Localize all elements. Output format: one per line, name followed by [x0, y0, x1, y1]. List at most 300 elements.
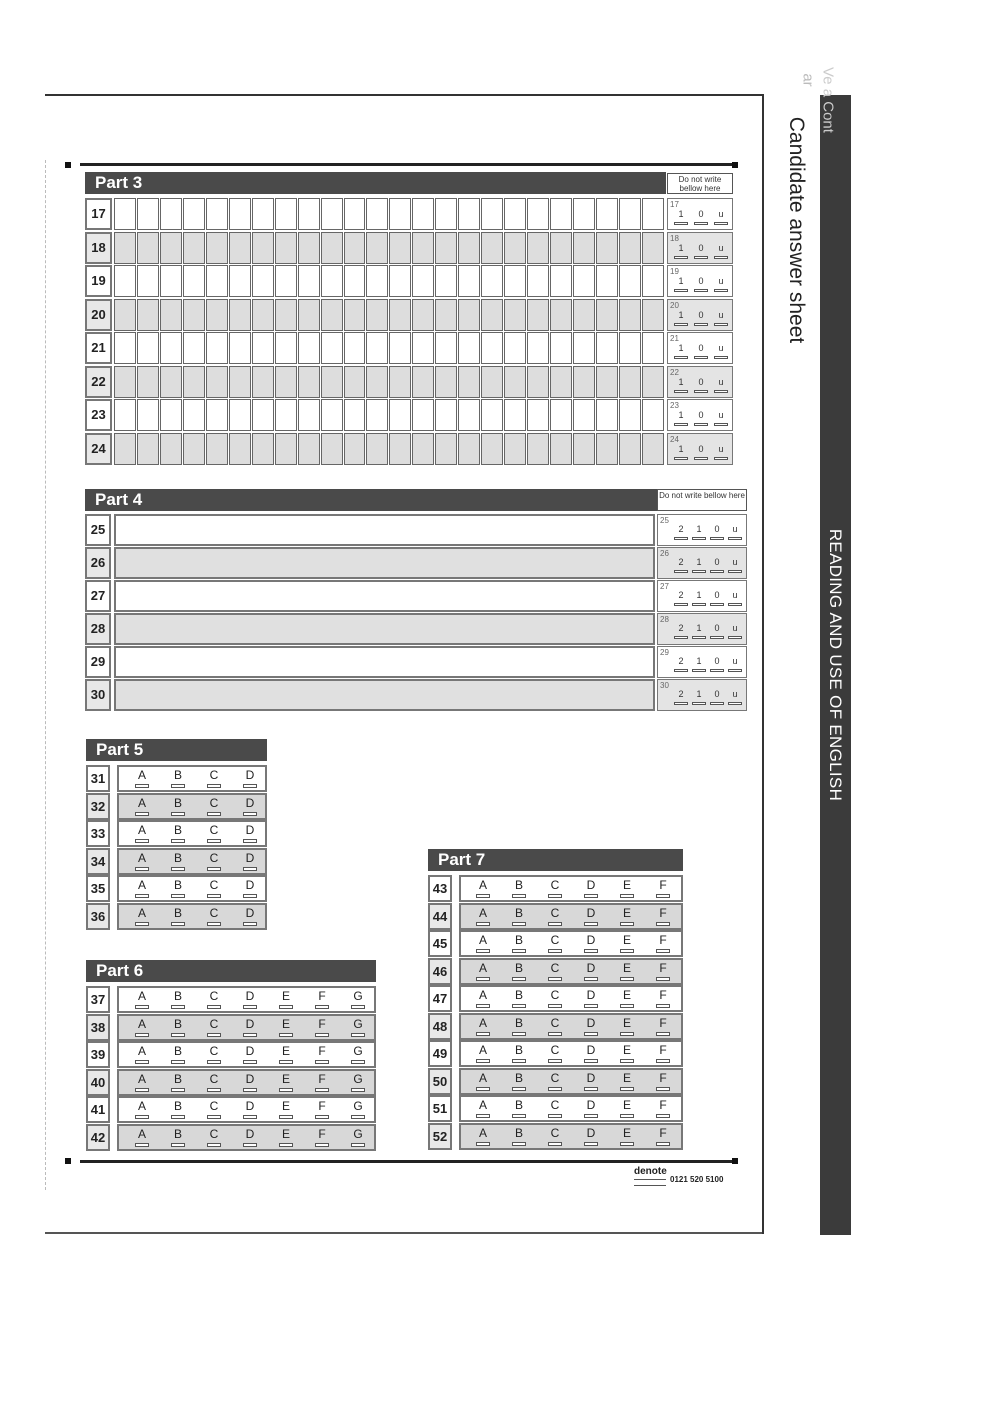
option-bubble[interactable] — [135, 1033, 149, 1037]
marker-bubble[interactable] — [692, 702, 706, 705]
option-bubble[interactable] — [656, 1059, 670, 1063]
letter-box[interactable] — [366, 433, 388, 465]
letter-box[interactable] — [206, 232, 228, 264]
letter-box[interactable] — [596, 232, 618, 264]
letter-box[interactable] — [275, 366, 297, 398]
letter-box[interactable] — [573, 299, 595, 331]
letter-box[interactable] — [366, 232, 388, 264]
letter-box[interactable] — [458, 399, 480, 431]
letter-box[interactable] — [527, 433, 549, 465]
option-bubble[interactable] — [476, 1059, 490, 1063]
option-bubble[interactable] — [656, 977, 670, 981]
option-bubble[interactable] — [512, 949, 526, 953]
letter-box[interactable] — [573, 265, 595, 297]
letter-box[interactable] — [619, 366, 641, 398]
option-bubble[interactable] — [656, 949, 670, 953]
marker-bubble[interactable] — [674, 356, 688, 359]
letter-box[interactable] — [596, 399, 618, 431]
option-bubble[interactable] — [207, 1060, 221, 1064]
letter-box[interactable] — [527, 332, 549, 364]
option-bubble[interactable] — [315, 1088, 329, 1092]
letter-box[interactable] — [206, 198, 228, 230]
letter-box[interactable] — [573, 198, 595, 230]
marker-bubble[interactable] — [674, 636, 688, 639]
letter-box[interactable] — [389, 332, 411, 364]
option-bubble[interactable] — [135, 784, 149, 788]
letter-box[interactable] — [550, 299, 572, 331]
letter-box[interactable] — [642, 366, 664, 398]
option-bubble[interactable] — [207, 922, 221, 926]
letter-box[interactable] — [298, 232, 320, 264]
marker-bubble[interactable] — [714, 323, 728, 326]
option-bubble[interactable] — [243, 867, 257, 871]
letter-box[interactable] — [275, 265, 297, 297]
marker-bubble[interactable] — [710, 603, 724, 606]
letter-box[interactable] — [366, 265, 388, 297]
letter-box[interactable] — [458, 332, 480, 364]
marker-bubble[interactable] — [674, 457, 688, 460]
option-bubble[interactable] — [548, 1004, 562, 1008]
option-bubble[interactable] — [620, 1142, 634, 1146]
letter-box[interactable] — [458, 265, 480, 297]
option-bubble[interactable] — [620, 894, 634, 898]
letter-box[interactable] — [160, 332, 182, 364]
option-bubble[interactable] — [207, 1115, 221, 1119]
option-bubble[interactable] — [620, 977, 634, 981]
option-bubble[interactable] — [584, 1032, 598, 1036]
letter-box[interactable] — [619, 433, 641, 465]
letter-box[interactable] — [252, 198, 274, 230]
option-bubble[interactable] — [584, 922, 598, 926]
option-bubble[interactable] — [584, 894, 598, 898]
letter-box[interactable] — [412, 265, 434, 297]
option-bubble[interactable] — [548, 894, 562, 898]
option-bubble[interactable] — [548, 1059, 562, 1063]
letter-box[interactable] — [481, 198, 503, 230]
option-bubble[interactable] — [476, 1032, 490, 1036]
marker-bubble[interactable] — [728, 636, 742, 639]
letter-box[interactable] — [229, 299, 251, 331]
option-bubble[interactable] — [620, 922, 634, 926]
letter-box[interactable] — [321, 433, 343, 465]
marker-bubble[interactable] — [710, 570, 724, 573]
letter-box[interactable] — [366, 198, 388, 230]
letter-box[interactable] — [481, 366, 503, 398]
marker-bubble[interactable] — [710, 669, 724, 672]
letter-box[interactable] — [321, 198, 343, 230]
letter-box[interactable] — [573, 366, 595, 398]
letter-box[interactable] — [550, 232, 572, 264]
letter-box[interactable] — [642, 198, 664, 230]
letter-box[interactable] — [435, 265, 457, 297]
option-bubble[interactable] — [548, 1032, 562, 1036]
letter-box[interactable] — [573, 433, 595, 465]
option-bubble[interactable] — [584, 1114, 598, 1118]
marker-bubble[interactable] — [714, 289, 728, 292]
answer-line[interactable] — [114, 679, 655, 711]
marker-bubble[interactable] — [692, 603, 706, 606]
letter-box[interactable] — [573, 399, 595, 431]
letter-box[interactable] — [527, 198, 549, 230]
option-bubble[interactable] — [512, 1087, 526, 1091]
option-bubble[interactable] — [512, 1059, 526, 1063]
option-bubble[interactable] — [135, 839, 149, 843]
option-bubble[interactable] — [171, 1033, 185, 1037]
letter-box[interactable] — [183, 299, 205, 331]
letter-box[interactable] — [344, 232, 366, 264]
letter-box[interactable] — [298, 198, 320, 230]
letter-box[interactable] — [160, 399, 182, 431]
option-bubble[interactable] — [279, 1033, 293, 1037]
letter-box[interactable] — [252, 366, 274, 398]
marker-bubble[interactable] — [694, 222, 708, 225]
marker-bubble[interactable] — [674, 323, 688, 326]
letter-box[interactable] — [206, 332, 228, 364]
letter-box[interactable] — [298, 332, 320, 364]
letter-box[interactable] — [504, 265, 526, 297]
letter-box[interactable] — [550, 265, 572, 297]
letter-box[interactable] — [435, 399, 457, 431]
letter-box[interactable] — [527, 299, 549, 331]
letter-box[interactable] — [183, 265, 205, 297]
option-bubble[interactable] — [656, 894, 670, 898]
letter-box[interactable] — [481, 265, 503, 297]
letter-box[interactable] — [435, 198, 457, 230]
letter-box[interactable] — [550, 198, 572, 230]
letter-box[interactable] — [183, 332, 205, 364]
option-bubble[interactable] — [476, 1114, 490, 1118]
option-bubble[interactable] — [243, 1115, 257, 1119]
letter-box[interactable] — [596, 433, 618, 465]
letter-box[interactable] — [275, 332, 297, 364]
letter-box[interactable] — [458, 366, 480, 398]
letter-box[interactable] — [550, 332, 572, 364]
option-bubble[interactable] — [171, 1115, 185, 1119]
option-bubble[interactable] — [207, 1005, 221, 1009]
option-bubble[interactable] — [171, 784, 185, 788]
option-bubble[interactable] — [171, 922, 185, 926]
marker-bubble[interactable] — [694, 423, 708, 426]
option-bubble[interactable] — [548, 949, 562, 953]
letter-box[interactable] — [504, 198, 526, 230]
option-bubble[interactable] — [315, 1143, 329, 1147]
letter-box[interactable] — [435, 232, 457, 264]
letter-box[interactable] — [229, 332, 251, 364]
letter-box[interactable] — [137, 399, 159, 431]
letter-box[interactable] — [321, 265, 343, 297]
letter-box[interactable] — [275, 399, 297, 431]
letter-box[interactable] — [412, 232, 434, 264]
letter-box[interactable] — [366, 299, 388, 331]
letter-box[interactable] — [619, 299, 641, 331]
letter-box[interactable] — [344, 198, 366, 230]
option-bubble[interactable] — [315, 1033, 329, 1037]
letter-box[interactable] — [160, 265, 182, 297]
option-bubble[interactable] — [243, 1060, 257, 1064]
letter-box[interactable] — [114, 232, 136, 264]
option-bubble[interactable] — [171, 812, 185, 816]
option-bubble[interactable] — [171, 839, 185, 843]
option-bubble[interactable] — [656, 1087, 670, 1091]
option-bubble[interactable] — [476, 894, 490, 898]
letter-box[interactable] — [596, 198, 618, 230]
letter-box[interactable] — [550, 366, 572, 398]
option-bubble[interactable] — [279, 1005, 293, 1009]
letter-box[interactable] — [344, 299, 366, 331]
marker-bubble[interactable] — [728, 669, 742, 672]
option-bubble[interactable] — [135, 1143, 149, 1147]
letter-box[interactable] — [366, 366, 388, 398]
letter-box[interactable] — [183, 366, 205, 398]
marker-bubble[interactable] — [692, 669, 706, 672]
letter-box[interactable] — [183, 198, 205, 230]
letter-box[interactable] — [527, 399, 549, 431]
letter-box[interactable] — [321, 232, 343, 264]
option-bubble[interactable] — [135, 1005, 149, 1009]
option-bubble[interactable] — [656, 1004, 670, 1008]
letter-box[interactable] — [298, 366, 320, 398]
letter-box[interactable] — [229, 198, 251, 230]
letter-box[interactable] — [298, 265, 320, 297]
marker-bubble[interactable] — [694, 289, 708, 292]
letter-box[interactable] — [435, 366, 457, 398]
option-bubble[interactable] — [351, 1033, 365, 1037]
option-bubble[interactable] — [135, 1060, 149, 1064]
letter-box[interactable] — [642, 299, 664, 331]
option-bubble[interactable] — [512, 977, 526, 981]
letter-box[interactable] — [114, 332, 136, 364]
option-bubble[interactable] — [620, 1087, 634, 1091]
option-bubble[interactable] — [243, 839, 257, 843]
letter-box[interactable] — [412, 433, 434, 465]
option-bubble[interactable] — [351, 1088, 365, 1092]
letter-box[interactable] — [183, 399, 205, 431]
letter-box[interactable] — [114, 433, 136, 465]
letter-box[interactable] — [252, 433, 274, 465]
letter-box[interactable] — [527, 232, 549, 264]
letter-box[interactable] — [206, 399, 228, 431]
option-bubble[interactable] — [315, 1060, 329, 1064]
letter-box[interactable] — [344, 332, 366, 364]
marker-bubble[interactable] — [692, 537, 706, 540]
option-bubble[interactable] — [171, 1088, 185, 1092]
option-bubble[interactable] — [656, 922, 670, 926]
option-bubble[interactable] — [243, 1088, 257, 1092]
letter-box[interactable] — [596, 265, 618, 297]
marker-bubble[interactable] — [694, 256, 708, 259]
option-bubble[interactable] — [584, 1087, 598, 1091]
answer-line[interactable] — [114, 613, 655, 645]
letter-box[interactable] — [206, 299, 228, 331]
letter-box[interactable] — [366, 332, 388, 364]
option-bubble[interactable] — [584, 1059, 598, 1063]
option-bubble[interactable] — [243, 1005, 257, 1009]
letter-box[interactable] — [504, 366, 526, 398]
letter-box[interactable] — [458, 232, 480, 264]
letter-box[interactable] — [137, 433, 159, 465]
marker-bubble[interactable] — [674, 289, 688, 292]
marker-bubble[interactable] — [692, 636, 706, 639]
marker-bubble[interactable] — [714, 390, 728, 393]
marker-bubble[interactable] — [674, 603, 688, 606]
marker-bubble[interactable] — [728, 537, 742, 540]
option-bubble[interactable] — [135, 812, 149, 816]
letter-box[interactable] — [114, 299, 136, 331]
letter-box[interactable] — [252, 332, 274, 364]
letter-box[interactable] — [252, 299, 274, 331]
option-bubble[interactable] — [207, 894, 221, 898]
letter-box[interactable] — [619, 399, 641, 431]
option-bubble[interactable] — [351, 1005, 365, 1009]
option-bubble[interactable] — [135, 922, 149, 926]
option-bubble[interactable] — [620, 1004, 634, 1008]
option-bubble[interactable] — [279, 1088, 293, 1092]
letter-box[interactable] — [229, 232, 251, 264]
option-bubble[interactable] — [243, 1143, 257, 1147]
letter-box[interactable] — [114, 399, 136, 431]
letter-box[interactable] — [619, 332, 641, 364]
letter-box[interactable] — [206, 366, 228, 398]
letter-box[interactable] — [504, 232, 526, 264]
option-bubble[interactable] — [548, 922, 562, 926]
option-bubble[interactable] — [279, 1060, 293, 1064]
letter-box[interactable] — [137, 332, 159, 364]
letter-box[interactable] — [298, 433, 320, 465]
marker-bubble[interactable] — [728, 702, 742, 705]
marker-bubble[interactable] — [710, 702, 724, 705]
option-bubble[interactable] — [351, 1143, 365, 1147]
letter-box[interactable] — [229, 433, 251, 465]
option-bubble[interactable] — [584, 1142, 598, 1146]
letter-box[interactable] — [298, 399, 320, 431]
marker-bubble[interactable] — [674, 537, 688, 540]
letter-box[interactable] — [481, 299, 503, 331]
letter-box[interactable] — [619, 265, 641, 297]
marker-bubble[interactable] — [694, 323, 708, 326]
letter-box[interactable] — [389, 299, 411, 331]
letter-box[interactable] — [137, 366, 159, 398]
marker-bubble[interactable] — [728, 603, 742, 606]
letter-box[interactable] — [481, 433, 503, 465]
option-bubble[interactable] — [135, 894, 149, 898]
letter-box[interactable] — [344, 265, 366, 297]
letter-box[interactable] — [160, 299, 182, 331]
letter-box[interactable] — [321, 399, 343, 431]
marker-bubble[interactable] — [710, 537, 724, 540]
letter-box[interactable] — [550, 399, 572, 431]
marker-bubble[interactable] — [714, 423, 728, 426]
marker-bubble[interactable] — [728, 570, 742, 573]
letter-box[interactable] — [573, 232, 595, 264]
option-bubble[interactable] — [315, 1005, 329, 1009]
letter-box[interactable] — [412, 198, 434, 230]
option-bubble[interactable] — [207, 1088, 221, 1092]
option-bubble[interactable] — [279, 1115, 293, 1119]
option-bubble[interactable] — [207, 839, 221, 843]
option-bubble[interactable] — [243, 812, 257, 816]
letter-box[interactable] — [344, 399, 366, 431]
option-bubble[interactable] — [207, 867, 221, 871]
letter-box[interactable] — [160, 198, 182, 230]
letter-box[interactable] — [183, 433, 205, 465]
letter-box[interactable] — [481, 399, 503, 431]
letter-box[interactable] — [389, 198, 411, 230]
option-bubble[interactable] — [584, 949, 598, 953]
option-bubble[interactable] — [207, 1033, 221, 1037]
marker-bubble[interactable] — [674, 423, 688, 426]
letter-box[interactable] — [527, 265, 549, 297]
marker-bubble[interactable] — [694, 457, 708, 460]
letter-box[interactable] — [344, 433, 366, 465]
letter-box[interactable] — [458, 433, 480, 465]
option-bubble[interactable] — [243, 1033, 257, 1037]
marker-bubble[interactable] — [714, 222, 728, 225]
option-bubble[interactable] — [512, 894, 526, 898]
marker-bubble[interactable] — [714, 356, 728, 359]
answer-line[interactable] — [114, 514, 655, 546]
letter-box[interactable] — [550, 433, 572, 465]
letter-box[interactable] — [596, 332, 618, 364]
letter-box[interactable] — [412, 299, 434, 331]
letter-box[interactable] — [642, 265, 664, 297]
option-bubble[interactable] — [620, 949, 634, 953]
option-bubble[interactable] — [656, 1032, 670, 1036]
letter-box[interactable] — [389, 232, 411, 264]
marker-bubble[interactable] — [694, 356, 708, 359]
option-bubble[interactable] — [476, 1142, 490, 1146]
letter-box[interactable] — [504, 433, 526, 465]
marker-bubble[interactable] — [674, 256, 688, 259]
letter-box[interactable] — [137, 299, 159, 331]
option-bubble[interactable] — [620, 1032, 634, 1036]
letter-box[interactable] — [275, 232, 297, 264]
letter-box[interactable] — [458, 198, 480, 230]
option-bubble[interactable] — [548, 1142, 562, 1146]
letter-box[interactable] — [389, 265, 411, 297]
marker-bubble[interactable] — [692, 570, 706, 573]
letter-box[interactable] — [137, 198, 159, 230]
letter-box[interactable] — [160, 232, 182, 264]
letter-box[interactable] — [596, 299, 618, 331]
marker-bubble[interactable] — [674, 570, 688, 573]
letter-box[interactable] — [504, 299, 526, 331]
option-bubble[interactable] — [171, 1143, 185, 1147]
option-bubble[interactable] — [512, 1142, 526, 1146]
letter-box[interactable] — [642, 433, 664, 465]
letter-box[interactable] — [137, 265, 159, 297]
letter-box[interactable] — [619, 198, 641, 230]
option-bubble[interactable] — [207, 1143, 221, 1147]
letter-box[interactable] — [252, 232, 274, 264]
option-bubble[interactable] — [476, 1004, 490, 1008]
letter-box[interactable] — [642, 399, 664, 431]
option-bubble[interactable] — [548, 1087, 562, 1091]
letter-box[interactable] — [160, 433, 182, 465]
letter-box[interactable] — [573, 332, 595, 364]
letter-box[interactable] — [275, 433, 297, 465]
option-bubble[interactable] — [351, 1060, 365, 1064]
option-bubble[interactable] — [171, 1005, 185, 1009]
letter-box[interactable] — [642, 332, 664, 364]
option-bubble[interactable] — [584, 977, 598, 981]
marker-bubble[interactable] — [674, 222, 688, 225]
letter-box[interactable] — [229, 265, 251, 297]
option-bubble[interactable] — [476, 922, 490, 926]
option-bubble[interactable] — [207, 812, 221, 816]
option-bubble[interactable] — [135, 1115, 149, 1119]
letter-box[interactable] — [206, 433, 228, 465]
letter-box[interactable] — [160, 366, 182, 398]
